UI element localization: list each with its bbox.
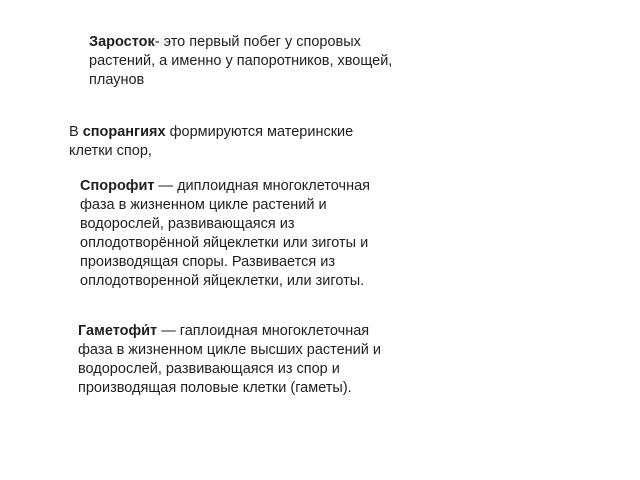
definition-term: Заросток [89,34,155,50]
definition-prefix: В [69,124,83,140]
definition-sporangia [69,123,369,161]
definition-term: Гаметофи́т [78,323,158,339]
definition-text: формируются материнские клетки спор, [69,124,354,159]
definition-gametophyte [78,322,398,398]
definition-text: — гаплоидная многоклеточная фаза в жизненном цикле высших растений и водорослей, развивающаяся из спор и производящая половые клетки (гаметы). [78,323,382,396]
definition-sporophyte [80,177,390,291]
definition-text: — диплоидная многоклеточная фаза в жизненном цикле растений и водорослей, развивающаяся из оплодотворённой яйцеклетки или зиготы и производящая споры. Развивается из оплодотворенной яйцеклетки, или зиготы. [80,178,371,289]
definition-text: - это первый побег у споровых растений, а именно у папоротников, хвощей, плаунов [89,34,393,88]
definition-term: Спорофит [80,178,155,194]
definition-term: спорангиях [82,124,166,140]
definition-prothallus [89,33,429,90]
